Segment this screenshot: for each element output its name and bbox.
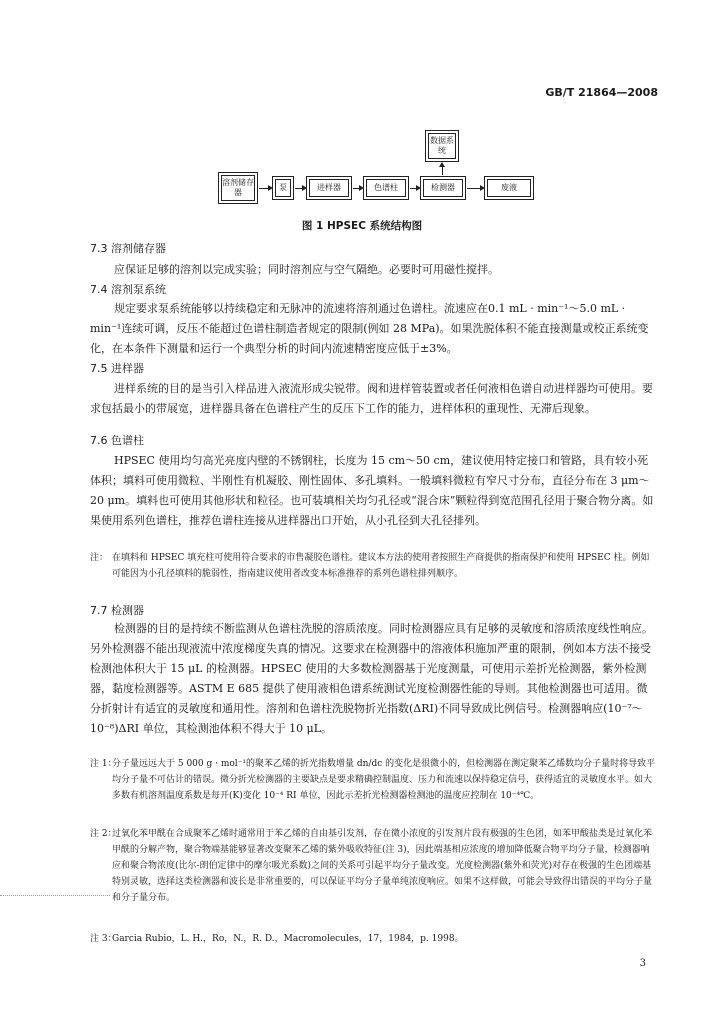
paragraph-7-3: 应保证足够的溶剂以完成实验；同时溶剂应与空气隔绝。必要时可用磁性搅拌。 — [114, 263, 499, 276]
note-label: 注 1： — [90, 759, 117, 769]
note-3 — [90, 931, 658, 947]
figure-caption: 图 1 HPSEC 系统结构图 — [301, 220, 423, 232]
paragraph-7-7: 检测器的目的是持续不断监测从色谱柱洗脱的溶质浓度。同时检测器应具有足够的灵敏度和溶质浓度线性响应。另外检测器不能出现液流中浓度梯度失真的情况。这要求在检测器中的溶液体积施加严重的限制，例如本方法不接受检测池体积大于 15 μL 的检测器。HPSEC 使用的大多数检测器基于光度测量，可使用示差折光检测器，紫外检测器，黏度检测器等。ASTM E 685 提供了使用液相色谱系统测试光度检测器性能的导则。其他检测器也可适用。微分折射计有适宜的灵敏度和通用性。溶剂和色谱柱洗脱物折光指数(ΔRI)不同导致成比例信号。检测器响应(10⁻⁷～10⁻⁸)ΔRI 单位，其检测池体积不得大于 10 μL。 — [90, 622, 653, 735]
data-system-box: 数据系统 — [428, 133, 456, 159]
arrow-right-icon — [480, 185, 485, 191]
arrow-right-icon — [302, 185, 307, 191]
note-text: 过氧化苯甲酰在合成聚苯乙烯时通常用于苯乙烯的自由基引发剂，存在微小浓度的引发剂片段有极强的生色团，如苯甲酸盐类是过氧化苯甲酰的分解产物，聚合物端基能够显著改变聚苯乙烯的紫外吸收特征(注 3)，因此端基相应浓度的增加降低聚合物平均分子量，检测器响应和聚合物浓度(比尔-朗伯定律中的摩尔吸光系数)之间的关系可引起平均分子量改变。光度检测器(紫外和荧光)对存在极强的生色团端基特别灵敏，选择这类检测器和波长是非常重要的，可以保证平均分子量单纯浓度响应。如果不这样做，可能会导致得出错误的平均分子量和分子量分布。 — [112, 829, 653, 903]
heading-7-6: 7.6 色谱柱 — [90, 434, 144, 447]
paragraph-7-4: 规定要求泵系统能够以持续稳定和无脉冲的流速将溶剂通过色谱柱。流速应在0.1 mL · min⁻¹～5.0 mL · min⁻¹连续可调，反压不能超过色谱柱制造者规定的限制(例如 28 MPa)。如果洗脱体积不能直接测量或校正系统变化，在本条件下测量和运行一个典型分析的时间内流速精密度应低于±3%。 — [90, 302, 649, 355]
paragraph-7-5: 进样系统的目的是当引入样品进入液流形成尖锐带。阀和进样管装置或者任何液相色谱自动进样器均可使用。要求包括最小的带展宽，进样器具备在色谱柱产生的反压下工作的能力，进样体积的重现性、无滞后现象。 — [90, 382, 653, 415]
heading-7-4: 7.4 溶剂泵系统 — [90, 283, 166, 296]
arrow-right-icon — [359, 185, 364, 191]
paragraph-7-6: HPSEC 使用均匀高光亮度内壁的不锈钢柱，长度为 15 cm～50 cm，建议使用特定接口和管路，具有较小死体积；填料可使用微粒、半刚性有机凝胶、刚性固体、多孔填料。一般填料微粒有窄尺寸分布，直径分布在 3 μm～20 μm。填料也可使用其他形状和粒径。也可装填相关均匀孔径或“混合床”颗粒得到宽范围孔径用于聚合物分离。如果使用系列色谱柱，推荐色谱柱连接从进样器出口开始，从小孔径到大孔径排列。 — [90, 454, 654, 527]
note-text: Garcia Rubio，L. H.，Ro，N.，R. D.，Macromolecules，17，1984，p. 1998。 — [112, 934, 464, 944]
arrow-right-icon — [416, 185, 421, 191]
standard-number: GB/T 21864—2008 — [545, 86, 658, 99]
arrow-up-icon — [439, 162, 445, 167]
page-number: 3 — [639, 958, 646, 969]
heading-7-5: 7.5 进样器 — [90, 362, 144, 375]
pump-box: 泵 — [275, 179, 291, 197]
connector — [442, 167, 443, 175]
scan-artifact-divider — [0, 895, 110, 896]
note-2 — [90, 826, 658, 906]
note-text: 在填料和 HPSEC 填充柱可使用符合要求的市售凝胶色谱柱。建议本方法的使用者按照生产商提供的指南保护和使用 HPSEC 柱。例如可能因为小孔径填料的脆弱性，指南建议使用者改变本标准推荐的系列色谱柱排列顺序。 — [112, 553, 650, 579]
note-1 — [90, 756, 658, 804]
note-label: 注 2： — [90, 829, 117, 839]
detector-box: 检测器 — [423, 179, 463, 197]
injector-box: 进样器 — [309, 179, 349, 197]
heading-7-3: 7.3 溶剂储存器 — [90, 242, 166, 255]
note-7-6 — [90, 550, 658, 582]
column-box: 色谱柱 — [366, 179, 406, 197]
note-label: 注 3： — [90, 934, 117, 944]
arrow-right-icon — [268, 185, 273, 191]
note-label: 注： — [90, 553, 109, 563]
heading-7-7: 7.7 检测器 — [90, 604, 144, 617]
waste-box: 废液 — [487, 179, 531, 197]
reservoir-box: 溶剂储存器 — [221, 175, 255, 201]
note-text: 分子量远远大于 5 000 g · mol⁻¹的聚苯乙烯的折光指数增量 dn/dc 的变化是很微小的，但检测器在测定聚苯乙烯数均分子量时将导致平均分子量不可估计的错误。微分折光检测器的主要缺点是要求精确控制温度、压力和流速以保持稳定信号，获得适宜的灵敏度水平。如大多数有机溶剂温度系数是每开(K)变化 10⁻⁴ RI 单位，因此示差折光检测器检测池的温度应控制在 10⁻⁴℃。 — [112, 759, 656, 801]
